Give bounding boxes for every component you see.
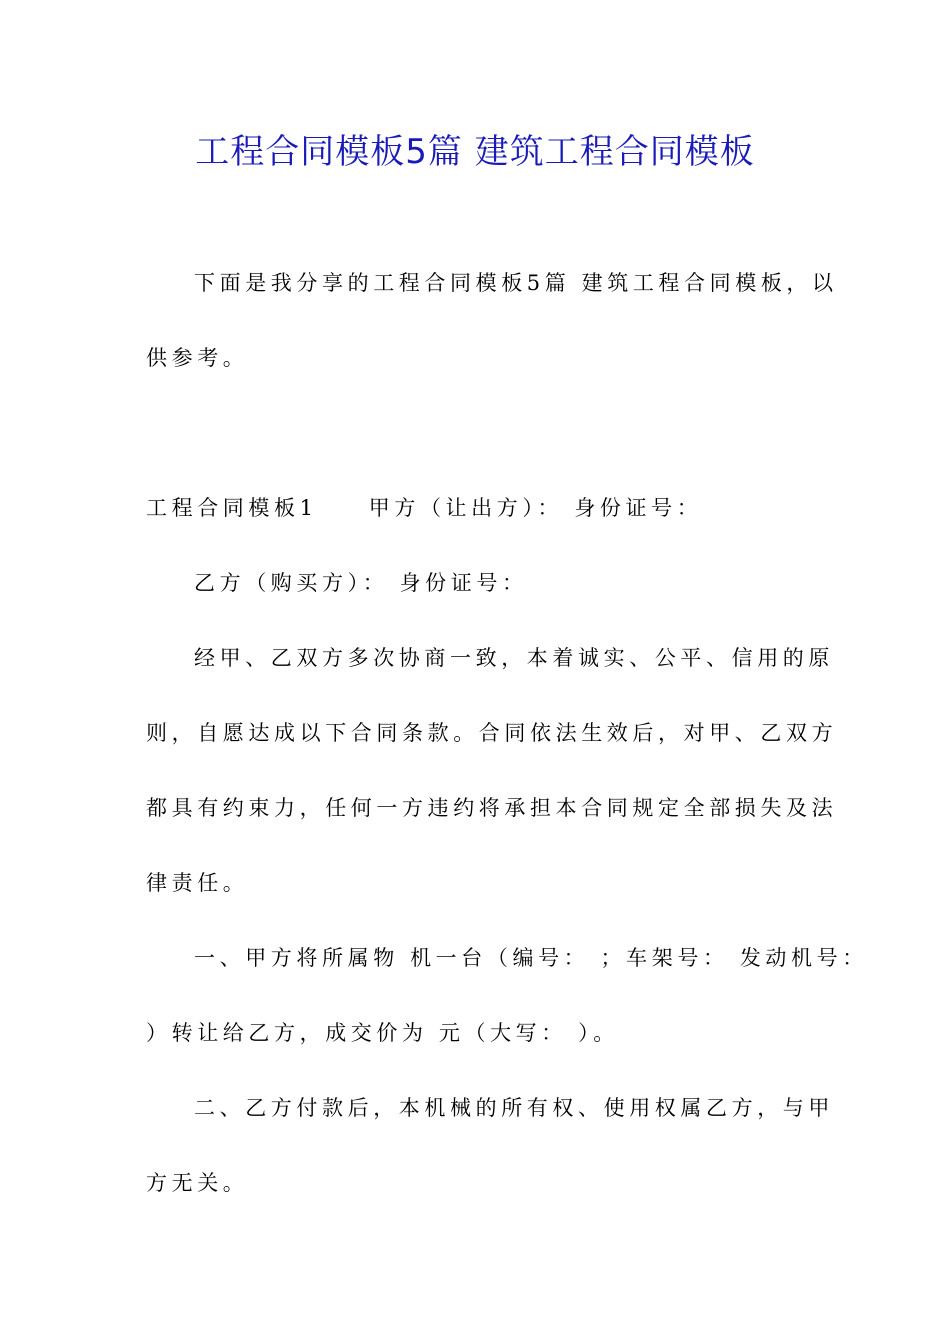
document-title: 工程合同模板5篇 建筑工程合同模板 xyxy=(195,132,755,172)
paragraph-line: 律责任。 xyxy=(146,871,249,895)
clause-1-line-1: 一、甲方将所属物 机一台（编号： ；车架号： 发动机号： xyxy=(194,946,868,970)
template-1-heading: 工程合同模板1 甲方（让出方）： 身份证号： xyxy=(146,496,703,520)
party-b-line: 乙方（购买方）： 身份证号： xyxy=(194,571,528,595)
paragraph-line: 经甲、乙双方多次协商一致，本着诚实、公平、信用的原 xyxy=(194,646,834,670)
paragraph-line: 都具有约束力，任何一方违约将承担本合同规定全部损失及法 xyxy=(146,796,838,820)
clause-1-line-2: ）转让给乙方，成交价为 元（大写： ）。 xyxy=(146,1021,619,1045)
paragraph-line: 则，自愿达成以下合同条款。合同依法生效后，对甲、乙双方 xyxy=(146,721,838,745)
clause-2-line-1: 二、乙方付款后，本机械的所有权、使用权属乙方，与甲 xyxy=(194,1096,834,1120)
intro-line-1: 下面是我分享的工程合同模板5篇 建筑工程合同模板，以 xyxy=(194,271,838,295)
intro-line-2: 供参考。 xyxy=(146,346,249,370)
clause-2-line-2: 方无关。 xyxy=(146,1171,249,1195)
